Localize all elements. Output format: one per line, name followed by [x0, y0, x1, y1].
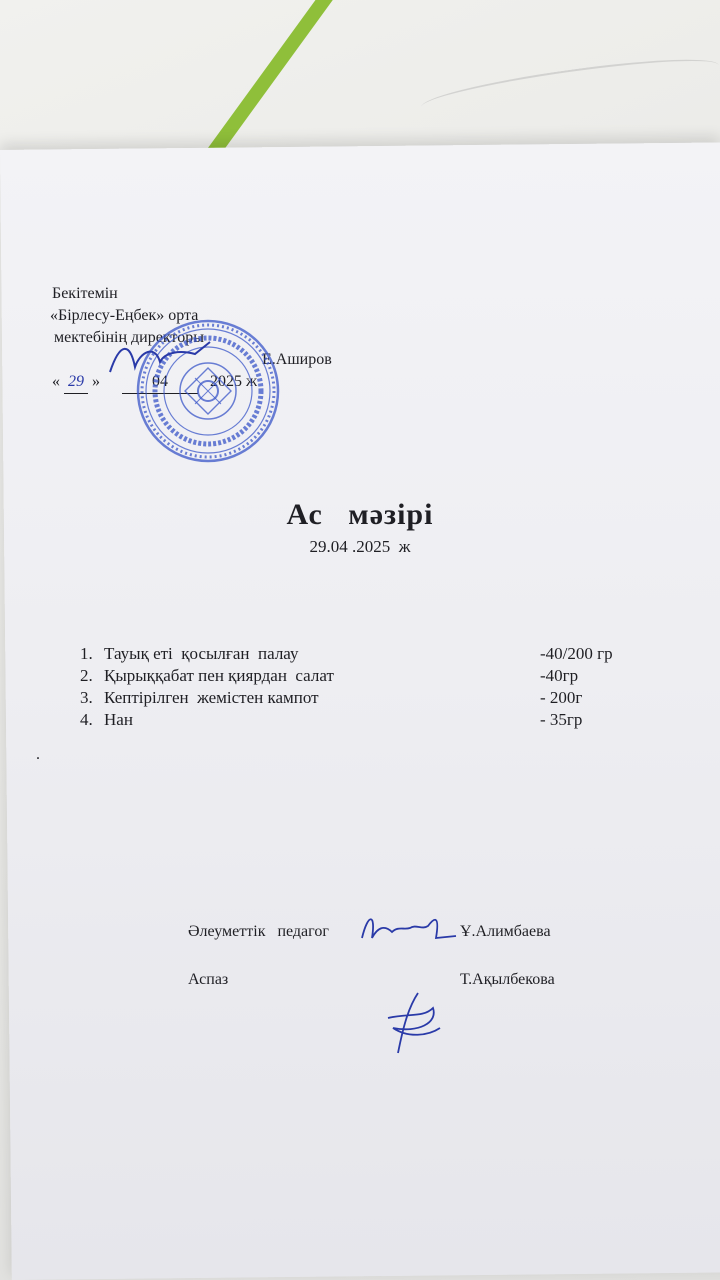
signer-name: Ұ.Алимбаева [460, 923, 551, 940]
stray-mark: . [36, 746, 40, 763]
approval-day: 29 [64, 371, 88, 394]
social-pedagogue-signature [358, 908, 458, 948]
approval-date: « 29 » 04 2025 ж [52, 371, 332, 394]
signer-name: Т.Ақылбекова [460, 971, 555, 988]
dish-name: Тауық еті қосылған палау [104, 644, 299, 663]
list-item: 1. Тауық еті қосылған палау -40/200 гр [80, 643, 640, 665]
list-item: 3. Кептірілген жемістен кампот - 200г [80, 687, 640, 709]
approval-line3: мектебінің директоры [54, 329, 204, 346]
dish-name: Кептірілген жемістен кампот [104, 688, 319, 707]
director-signature [100, 332, 220, 382]
signature-row [188, 920, 608, 968]
dish-name: Нан [104, 710, 133, 729]
dish-portion: - 200г [540, 688, 583, 707]
signer-role: Әлеуметтік педагог [188, 923, 329, 940]
approval-year: 2025 ж [210, 373, 258, 390]
page-title: Ас мәзірі [286, 498, 434, 531]
approval-month: 04 [122, 371, 198, 394]
signer-role: Аспаз [188, 971, 229, 988]
signature-block [188, 920, 608, 1016]
list-item: 4. Нан - 35гр [80, 709, 640, 731]
dish-name: Қырыққабат пен қиярдан салат [104, 666, 334, 685]
menu-list [80, 643, 640, 731]
cook-signature [378, 988, 448, 1058]
approval-line1: Бекітемін [52, 285, 118, 302]
director-name: Е.Аширов [262, 351, 332, 368]
approval-line2: «Бірлесу-Еңбек» орта [50, 307, 199, 324]
signature-row [188, 968, 608, 1016]
menu-date: 29.04 .2025 ж [309, 537, 411, 556]
dish-portion: - 35гр [540, 710, 583, 729]
list-item: 2. Қырыққабат пен қиярдан салат -40гр [80, 665, 640, 687]
dish-portion: -40гр [540, 666, 579, 685]
dish-portion: -40/200 гр [540, 644, 613, 663]
